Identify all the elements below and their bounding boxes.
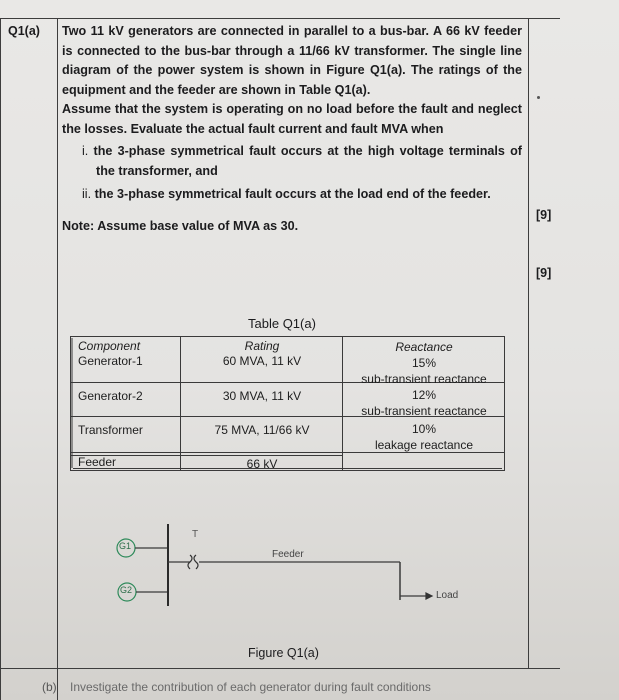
row-3-reactance-type: leakage reactance — [374, 438, 474, 452]
marks-part-ii: [9] — [536, 266, 552, 280]
header-component: Component — [78, 339, 141, 353]
row-2-reactance-type: sub-transient reactance — [361, 404, 487, 418]
table-title: Table Q1(a) — [248, 316, 316, 331]
part-i-text: the 3-phase symmetrical fault occurs at the high voltage terminals of the transformer, and — [93, 144, 522, 178]
load-arrow-head — [426, 593, 432, 599]
header-rating: Rating — [244, 339, 280, 353]
g1-label: G1 — [119, 541, 132, 551]
row-4-rating: 66 kV — [246, 457, 278, 471]
feeder-label: Feeder — [272, 549, 304, 560]
question-number: Q1(a) — [8, 24, 40, 38]
note-text: Note: Assume base value of MVA as 30. — [62, 218, 299, 233]
question-intro: Two 11 kV generators are connected in parallel to a bus-bar. A 66 kV feeder is connected to the bus-bar through a 11/66 kV transformer. The single line diagram of the power system is shown in Figure Q1(a). The ratings of the equipment and the feeder are shown in Table Q1(a). — [62, 24, 522, 97]
figure-caption: Figure Q1(a) — [248, 646, 319, 660]
row-4-component: Feeder — [78, 455, 117, 469]
next-question-number: (b) — [42, 680, 57, 694]
row-1-rating: 60 MVA, 11 kV — [222, 354, 302, 368]
question-assumption: Assume that the system is operating on no load before the fault and neglect the losses. Evaluate the actual fault current and fault MVA when — [62, 102, 522, 136]
row-3-rating: 75 MVA, 11/66 kV — [214, 423, 310, 437]
load-label: Load — [436, 590, 459, 601]
transformer-symbol — [188, 555, 198, 569]
row-3-component: Transformer — [78, 423, 143, 437]
row-1-reactance-value: 15% — [411, 356, 437, 370]
header-reactance: Reactance — [395, 340, 453, 354]
row-1-component: Generator-1 — [78, 354, 143, 368]
row-2-component: Generator-2 — [78, 389, 143, 403]
part-ii-roman: ii. — [82, 187, 92, 201]
part-i-roman: i. — [82, 144, 89, 158]
g2-label: G2 — [120, 585, 133, 595]
marks-part-i: [9] — [536, 208, 552, 222]
row-2-rating: 30 MVA, 11 kV — [222, 389, 302, 403]
row-1-reactance-type: sub-transient reactance — [361, 372, 487, 386]
next-question-text: Investigate the contribution of each generator during fault conditions — [70, 680, 431, 694]
row-3-reactance-value: 10% — [411, 422, 437, 436]
row-2-reactance-value: 12% — [411, 388, 437, 402]
part-ii-text: the 3-phase symmetrical fault occurs at the load end of the feeder. — [94, 187, 491, 201]
transformer-label: T — [192, 529, 199, 540]
